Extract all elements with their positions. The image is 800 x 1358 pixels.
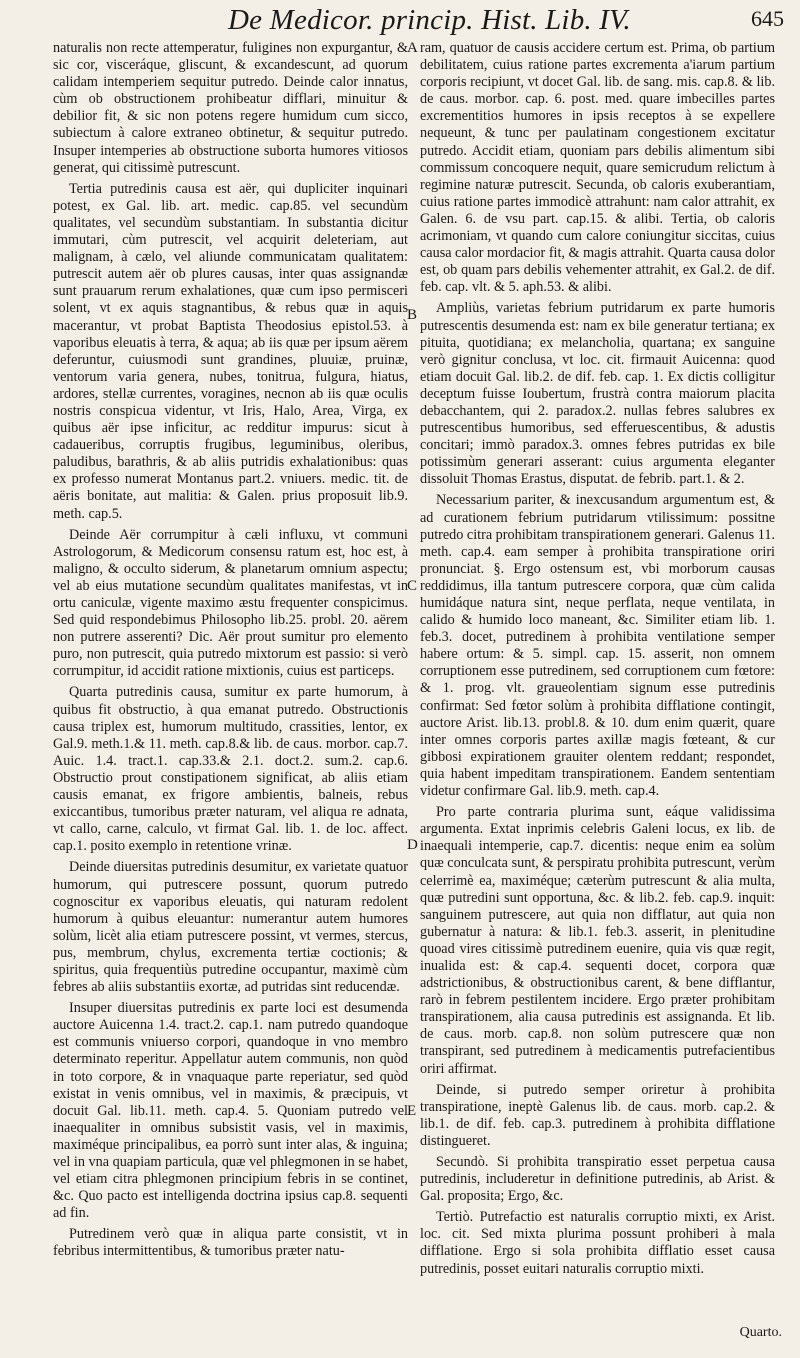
page-header: [0, 4, 800, 38]
left-paragraph: Tertia putredinis causa est aër, qui dupliciter inquinari potest, ex Gal. lib. art. medic. cap.85. vel secundùm qualitates, vel secundùm substantiam. In substantia dicitur immutari, cùm putrescit, vel acquirit deleteriam, aut malignam, à cælo, vel aliunde communicatam qualitatem: putrescit autem aër ob plures causas, inter quas assignandæ sunt prauarum rerum exhalationes, quæ cum ipso permisceri solent, vt ex aquis stagnantibus, & rebus quæ in aquis macerantur, vt probat Baptista Theodosius epistol.53. à vaporibus eleuatis à terra, & aqua; ab iis quæ per ipsum aërem deferuntur, cuiusmodi sunt grandines, pluuiæ, pruinæ, ventorum varia genera, nubes, tonitrua, fulgura, hiatus, ardores, stellæ currentes, voragines, necnon ab iis quæ oculis nostris conspicua videntur, vt Iris, Halo, Area, Virga, ex quibus aër ipse inficitur, ac redditur impurus: sicut à cadaueribus, corruptis frugibus, leguminibus, oleribus, paludibus, barathris, & ab aliis putridis exhalationibus: quas ex professo numerat Montanus part.2. vniuers. medic. tit. de aëris bonitate, aut malitia: & Galen. prius proposuit lib.9. meth. cap.5.: [53, 180, 408, 522]
left-paragraph: Quarta putredinis causa, sumitur ex parte humorum, à quibus fit obstructio, à qua emanat putredo. Obstructionis causa triplex est, humorum multitudo, crassities, lentor, ex Gal.9. meth.1.& 11. meth. cap.8.& lib. de caus. morbor. cap.7. Auic. 1.4. tract.1. cap.33.& 2.1. doct.2. sum.2. cap.6. Obstructio prout constipationem significat, ab aliis etiam causis emanat, ex frigore ambientis, balneis, rebus exiccantibus, tumoribus præter naturam, vel aliqua re adnata, vt callo, carne, calculo, vt firmat Gal. lib. 1. de loc. affect. cap.1. posito exemplo in retentione vrinæ.: [53, 684, 408, 855]
right-paragraph: ram, quatuor de causis accidere certum est. Prima, ob partium debilitatem, cuius ratione partes excrementa a'iarum partium corporis recipiunt, vt docet Gal. lib. de sang. mis. cap.8. & lib. de caus. morbor. cap. 6. post. med. quare imbecilles partes excrementitios humores in ipsis receptos à se expellere nequeunt, & tunc per paulatinam congestionem excitatur putredo. Accidit etiam, quoniam pars debilis alimentum sibi commissum concoquere nequit, quare semicrudum relictum à regimine naturæ putrescit. Secunda, ob caloris exuberantiam, cuius ratione partes immodicè attrahunt: nam calor attrahit, ex Galen. 6. de vsu part. cap.15. & alibi. Tertia, ob caloris acrimoniam, vt quando cum calore coniungitur siccitas, cuius causa calor mordacior fit, & magis attrahit. Quarta causa dolor est, ob quam pars debilis vehementer attrahit, ex Gal.2. de dif. feb. cap. vlt. & 5. aph.53. & alibi.: [420, 40, 775, 296]
margin-letter-c: C: [407, 578, 418, 594]
catchword: Quarto.: [739, 1325, 782, 1340]
right-paragraph: Necessarium pariter, & inexcusandum argumentum est, & ad curationem febrium putridarum vtilissimum: possitne putredo citra prohibitam transpirationem generari. Galenus 11. meth. cap.4. eam semper à prohibita transpiratione oriri pronunciat. §. Ergo ostensum est, vbi morborum causas reddidimus, illa tantum putrescere corpora, quæ cùm calida humidáque natura sint, neque perflata, neque ventilata, in calido & humido loco maneant, &c. Similiter etiam lib. 1. feb.3. docet, putredinem à prohibita ventilatione semper habere ortum: & 5. simpl. cap. 15. asserit, non omnem corruptionem esse putredinem, sed corruptionem cum fœtore: & 1. prog. vlt. graueolentiam signum esse putredinis confirmat: Sed fœtor solùm à prohibita difflatione contingit, auctore Arist. lib.13. probl.8. & 10. dum enim quærit, quare inter omnes corporis partes axillæ magis fœteant, & cur gibbosi expirationem grauiter olentem reddant; respondet, quia habent impeditam transpirationem. Eandem sententiam videtur confirmare Gal. lib.9. meth. cap.4.: [420, 492, 775, 800]
left-column: [53, 40, 408, 1265]
left-paragraph: Deinde diuersitas putredinis desumitur, ex varietate quatuor humorum, qui putrescere possunt, quorum putredo cognoscitur ex vaporibus eleuatis, qui naturam redolent humorum à quibus eleuantur: numerantur autem humores solùm, licèt alia etiam putrescere possint, vt vermes, stercus, pus, membrum, chylus, excrementa tertiæ coctionis; & spiritus, quia frequentiùs putredine occupantur, maximè cùm febres ab aliis substantiis exortæ, ad putridas sint reducendæ.: [53, 859, 408, 996]
margin-letter-d: D: [407, 837, 418, 853]
page-number: 645: [751, 6, 784, 31]
right-paragraph: Secundò. Si prohibita transpiratio esset perpetua causa putredinis, includeretur in definitione putredinis, ab Arist. & Gal. proposita; Ergo, &c.: [420, 1154, 775, 1205]
left-paragraph: naturalis non recte attemperatur, fuligines non expurgantur, & sic cor, visceráque, gliscunt, & excandescunt, ad quorum calidam intemperiem sequitur putredo. Deinde calor innatus, cùm ob obstructionem prohibeatur difflari, minuitur & debilior fit, & sic non potens regere humidum cum sicco, subiectum à calore extraneo obtinetur, & sequitur putredo. Insuper intemperies ab obstructione suborta humores vitiosos generat, qui citissimè putrescunt.: [53, 40, 408, 176]
margin-letter-b: B: [407, 307, 418, 323]
right-paragraph: Pro parte contraria plurima sunt, eáque validissima argumenta. Extat inprimis celebris Galeni locus, ex lib. de inaequali intemperie, cap.7. dicentis: neque enim ea solùm quæ conculcata sunt, & perspiratu prohibita putrescunt, verùm celerrimè ea, maximéque; cæterùm putrescunt & alia multa, quæ putredini sunt opportuna, &c. & lib.2. feb. cap.9. inquit: sanguinem putrescere, aut quia non difflatur, aut quia non gubernatur à natura: & lib.1. feb.3. asserit, in plenitudine quoad vires citissimè putredinem euenire, quia vis quæ regit, inualida est: & cap.4. sequenti docet, corpora quæ adstrictionibus, & obstructionibus carent, & bene difflantur, rarò in febrem pestilentem incidere. Ergo præter prohibitam transpirationem, alia causa putredinis est assignanda. Et lib. de caus. morb. cap.8. non solùm putrescere quæ non transpirant, sed putredinem à medicamentis putrefacientibus oriri affirmat.: [420, 804, 775, 1077]
margin-letter-e: E: [407, 1103, 417, 1119]
left-paragraph: Insuper diuersitas putredinis ex parte loci est desumenda auctore Auicenna 1.4. tract.2. cap.1. nam putredo quandoque est communis vniuerso corpori, quandoque in vno membro determinato reperitur. Appellatur autem communis, non quòd in toto corpore, & in vnaquaque parte reperiatur, sed quòd existat in venis omnibus, vel in maximis, & præcipuis, vt docuit Gal. lib.11. meth. cap.4. 5. Quoniam putredo vel inaequaliter in omnibus subsistit vasis, vel in maximis, maximéque principalibus, ea porrò sunt inter alas, & inguina; vel in vna quapiam particula, quæ vel phlegmonen in se habet, vel etiam citra phlegmonen principium febris in se continet, &c. Quo pacto est intelligenda doctrina ipsius cap.8. sequenti ad fin.: [53, 1000, 408, 1222]
left-paragraph: Putredinem verò quæ in aliqua parte consistit, vt in febribus intermittentibus, & tumoribus præter natu-: [53, 1226, 408, 1260]
margin-letter-a: A: [407, 40, 418, 56]
left-paragraph: Deinde Aër corrumpitur à cæli influxu, vt communi Astrologorum, & Medicorum consensu ratum est, hoc est, à maligno, & occulto siderum, & planetarum omnium aspectu; vel ab eius mutatione secundùm qualitates manifestas, vt in ortu caniculæ, vigente maximo æstu frequenter conspicimus. Sed quid respondebimus Philosopho lib.25. probl. 20. aërem non putrere asserenti? Dic. Aër prout sumitur pro elemento puro, non putrescit, quia putredo mixtorum est passio: si verò corrumpitur, id accidit ratione mixtionis, cuius est particeps.: [53, 526, 408, 680]
right-paragraph: Tertiò. Putrefactio est naturalis corruptio mixti, ex Arist. loc. cit. Sed mixta plurima possunt prohiberi à mala difflatione. Ergo si sola prohibita difflatio esset causa putredinis, posset euitari naturalis corruptio mixti.: [420, 1209, 775, 1277]
right-paragraph: Deinde, si putredo semper oriretur à prohibita transpiratione, ineptè Galenus lib. de caus. morb. cap.2. & lib.1. de dif. feb. cap.3. putredinem à prohibita difflatione distingueret.: [420, 1081, 775, 1149]
right-column: [420, 40, 775, 1282]
running-head: De Medicor. princip. Hist. Lib. IV.: [228, 4, 631, 36]
right-paragraph: Ampliùs, varietas febrium putridarum ex parte humoris putrescentis desumenda est: nam ex bile generatur tertiana; ex pituita, quotidiana; ex melancholia, quartana; ex sanguine verò gignitur conclusa, vt loc. cit. firmauit Auicenna: quod etiam docuit Gal. lib.2. de dif. feb. cap. 1. Ex dictis colligitur deceptum fuisse Ioubertum, frustrà contra maiorum placita debacchantem, qui 2. paradox.2. nullas febres salubres ex putrescentibus humoribus, sed efferuescentibus, & adustis concitari; immò paradox.3. omnes febres putridas ex bile potissimùm generari asserant: cuius argumenta eleganter dissoluit Thomas Erastus, disputat. de febrib. part.1. & 2.: [420, 300, 775, 488]
